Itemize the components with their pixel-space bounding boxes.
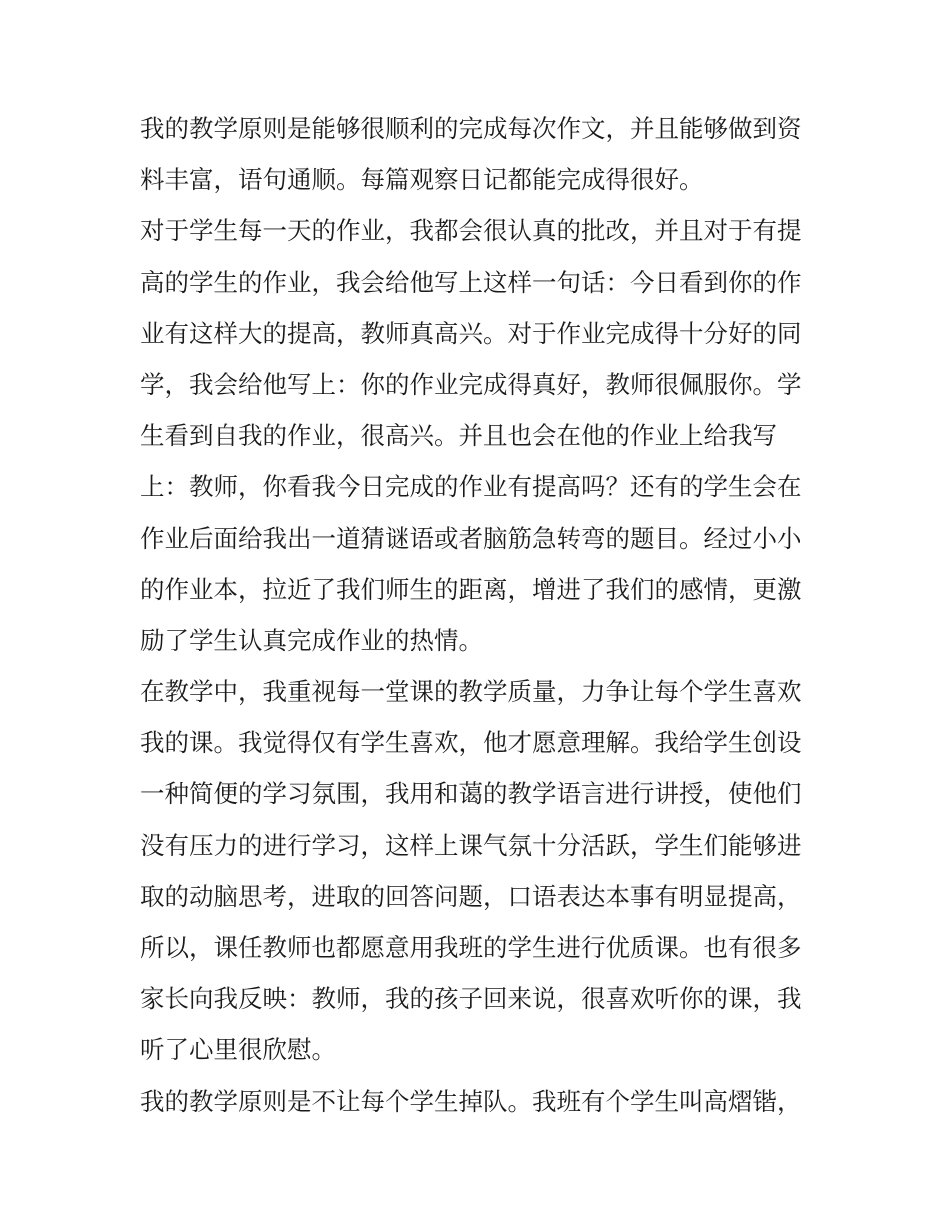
- text-line: 取的动脑思考，进取的回答问题，口语表达本事有明显提高，: [140, 881, 802, 911]
- text-line: 作业后面给我出一道猜谜语或者脑筋急转弯的题目。经过小小: [140, 523, 802, 553]
- text-line: 所以，课任教师也都愿意用我班的学生进行优质课。也有很多: [140, 933, 802, 962]
- text-line: 高的学生的作业，我会给他写上这样一句话：今日看到你的作: [140, 267, 802, 297]
- text-line: 在教学中，我重视每一堂课的教学质量，力争让每个学生喜欢: [140, 677, 802, 707]
- text-line: 听了心里很欣慰。: [140, 1035, 336, 1065]
- text-line: 我的课。我觉得仅有学生喜欢，他才愿意理解。我给学生创设: [140, 728, 802, 758]
- text-line: 家长向我反映：教师，我的孩子回来说，很喜欢听你的课，我: [140, 984, 802, 1014]
- text-line: 的作业本，拉近了我们师生的距离，增进了我们的感情，更激: [140, 574, 802, 604]
- text-line: 对于学生每一天的作业，我都会很认真的批改，并且对于有提: [140, 216, 802, 246]
- text-line: 学，我会给他写上：你的作业完成得真好，教师很佩服你。学: [140, 369, 802, 399]
- text-line: 励了学生认真完成作业的热情。: [140, 625, 483, 655]
- text-line: 料丰富，语句通顺。每篇观察日记都能完成得很好。: [140, 165, 704, 195]
- text-line: 没有压力的进行学习，这样上课气氛十分活跃，学生们能够进: [140, 830, 802, 860]
- document-body: [140, 107, 830, 1131]
- text-line: 一种简便的学习氛围，我用和蔼的教学语言进行讲授，使他们: [140, 779, 802, 809]
- text-line: 我的教学原则是不让每个学生掉队。我班有个学生叫高熠锴，: [140, 1086, 802, 1116]
- text-line: 我的教学原则是能够很顺利的完成每次作文，并且能够做到资: [140, 114, 802, 143]
- text-line: 生看到自我的作业，很高兴。并且也会在他的作业上给我写: [140, 421, 777, 451]
- text-line: 业有这样大的提高，教师真高兴。对于作业完成得十分好的同: [140, 318, 802, 348]
- text-line: 上：教师，你看我今日完成的作业有提高吗？还有的学生会在: [140, 472, 802, 502]
